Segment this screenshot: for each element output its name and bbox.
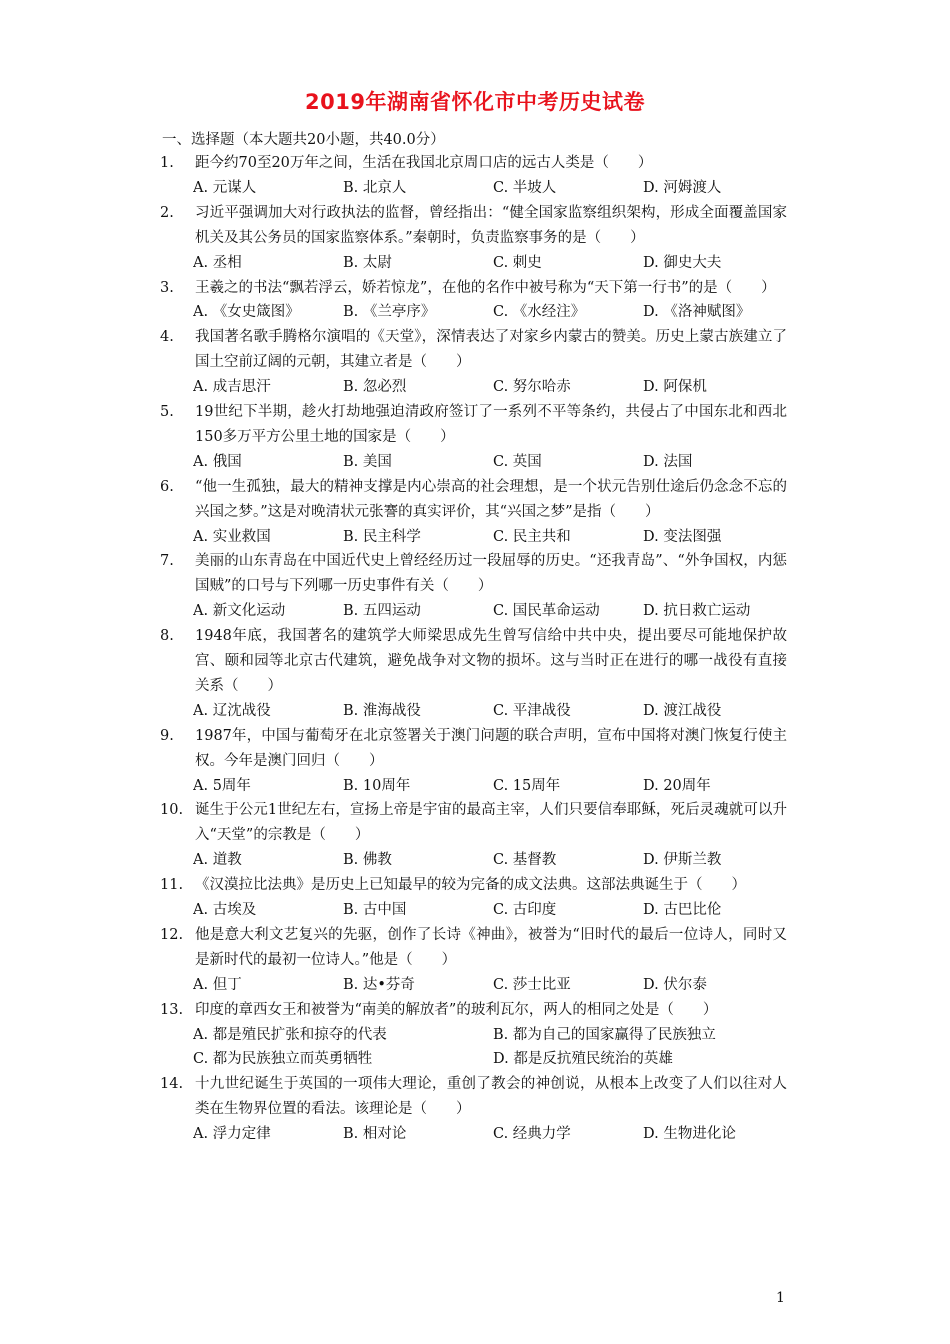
question-item [0,276,950,326]
answer-options [193,848,793,873]
answer-option-a: A. 《女史箴图》 [193,304,300,321]
question-number: 5. [160,404,174,420]
answer-option-c: C. 努尔哈赤 [493,379,571,396]
answer-option-c: C. 莎士比亚 [493,976,571,993]
answer-option-d: D. 河姆渡人 [643,179,722,196]
question-stem: 印度的章西女王和被誉为“南美的解放者”的玻利瓦尔，两人的相同之处是（ ） [195,1001,718,1018]
question-item [0,624,950,724]
question-item [0,724,950,799]
answer-option-c: C. 《水经注》 [493,304,586,321]
question-stem: 《汉漠拉比法典》是历史上已知最早的较为完备的成文法典。这部法典诞生于（ ） [195,877,746,894]
answer-option-c: C. 民主共和 [493,528,571,545]
question-stem: 1987年，中国与葡萄牙在北京签署关于澳门问题的联合声明，宣布中国将对澳门恢复行使主权。今年是澳门回归（ ） [195,727,787,769]
answer-option-d: D. 变法图强 [643,528,722,545]
question-number: 12. [160,926,184,943]
question-item [0,400,950,475]
question-stem: 距今约70至20万年之间，生活在我国北京周口店的远古人类是（ ） [195,155,653,171]
question-stem: 我国著名歌手腾格尔演唱的《天堂》，深情表达了对家乡内蒙古的赞美。历史上蒙古族建立了国土空前辽阔的元朝，其建立者是（ ） [195,329,787,371]
answer-option-b: B. 美国 [343,453,392,470]
question-stem: 习近平强调加大对行政执法的监督，曾经指出：“健全国家监察组织架构，形成全面覆盖国家机关及其公务员的国家监察体系。”秦朝时，负责监察事务的是（ ） [195,204,787,246]
question-item [0,325,950,400]
page-number: 1 [776,1290,785,1306]
question-stem: 19世纪下半期，趁火打劫地强迫清政府签订了一系列不平等条约，共侵占了中国东北和西北150多万平方公里土地的国家是（ ） [195,404,787,445]
answer-option-b: B. 太尉 [343,254,392,271]
question-number: 13. [160,1001,184,1018]
answer-option-b: B. 淮海战役 [343,702,421,719]
question-stem: 十九世纪诞生于英国的一项伟大理论，重创了教会的神创说，从根本上改变了人们以往对人类在生物界位置的看法。该理论是（ ） [195,1076,787,1118]
question-number: 4. [160,329,174,346]
answer-options [193,599,793,624]
answer-option-a: A. 新文化运动 [193,603,286,620]
answer-option-b: B. 忽必烈 [343,379,407,396]
answer-options [193,699,793,724]
answer-option-b: B. 北京人 [343,179,407,196]
answer-option-a: A. 丞相 [193,254,242,271]
answer-options [193,251,793,276]
question-number: 11. [160,877,184,894]
answer-option-a: A. 都是殖民扩张和掠夺的代表 [193,1026,387,1043]
answer-option-c: C. 经典力学 [493,1126,571,1143]
question-list [0,151,950,1147]
question-item [0,923,950,998]
answer-option-c: C. 半坡人 [493,179,557,196]
answer-options [193,898,793,923]
answer-option-a: A. 辽沈战役 [193,702,271,719]
answer-option-d: D. 抗日救亡运动 [643,603,751,620]
question-item [0,798,950,873]
answer-option-d: D. 生物进化论 [643,1126,736,1143]
answer-option-d: D. 渡江战役 [643,702,722,719]
question-number: 8. [160,628,174,645]
answer-option-b: B. 相对论 [343,1126,407,1143]
answer-option-a: A. 但丁 [193,976,242,993]
question-number: 2. [160,204,174,221]
question-stem: 美丽的山东青岛在中国近代史上曾经经历过一段屈辱的历史。“还我青岛”、“外争国权，内惩国贼”的口号与下列哪一历史事件有关（ ） [195,553,787,595]
page-title: 2019年湖南省怀化市中考历史试卷 [305,90,645,114]
answer-option-b: B. 五四运动 [343,603,421,620]
answer-option-b: B. 都为自己的国家赢得了民族独立 [493,1026,716,1043]
answer-option-a: A. 俄国 [193,453,242,470]
answer-option-d: D. 御史大夫 [643,254,722,271]
answer-option-c: C. 刺史 [493,254,542,271]
answer-options [193,774,793,799]
question-stem: “他一生孤独，最大的精神支撑是内心崇高的社会理想，是一个状元告别仕途后仍念念不忘的兴国之梦。”这是对晚清状元张謇的真实评价，其“兴国之梦”是指（ ） [195,478,787,520]
question-item [0,1072,950,1147]
answer-option-a: A. 古埃及 [193,902,257,919]
question-number: 10. [160,802,184,819]
question-stem: 他是意大利文艺复兴的先驱，创作了长诗《神曲》，被誉为“旧时代的最后一位诗人，同时又是新时代的最初一位诗人。”他是（ ） [195,926,787,968]
question-item [0,201,950,276]
answer-option-a: A. 道教 [193,852,242,869]
question-number: 9. [160,727,174,744]
question-item [0,998,950,1073]
answer-option-c: C. 国民革命运动 [493,603,600,620]
answer-option-a: A. 元谋人 [193,179,257,196]
question-stem: 1948年底，我国著名的建筑学大师梁思成先生曾写信给中共中央，提出要尽可能地保护故宫、颐和园等北京古代建筑，避免战争对文物的损坏。这与当时正在进行的哪一战役有直接关系（ ） [195,628,787,694]
question-number: 1. [160,155,174,171]
answer-option-a: A. 浮力定律 [193,1126,271,1143]
answer-options [193,1023,793,1073]
answer-option-c: C. 基督教 [493,852,557,869]
answer-option-d: D. 古巴比伦 [643,902,722,919]
question-stem: 王羲之的书法“飘若浮云，娇若惊龙”，在他的名作中被号称为“天下第一行书”的是（ ） [195,279,776,296]
question-number: 7. [160,553,174,570]
answer-option-a: A. 实业救国 [193,528,271,545]
answer-option-b: B. 《兰亭序》 [343,304,436,321]
question-number: 3. [160,279,174,296]
answer-option-b: B. 古中国 [343,902,407,919]
answer-options [193,450,793,475]
answer-options [193,525,793,550]
question-stem: 诞生于公元1世纪左右，宣扬上帝是宇宙的最高主宰，人们只要信奉耶稣，死后灵魂就可以升入“天堂”的宗教是（ ） [195,802,787,844]
question-item [0,151,950,201]
answer-option-b: B. 达•芬奇 [343,976,415,993]
answer-option-d: D. 法国 [643,453,693,470]
answer-option-c: C. 英国 [493,453,542,470]
answer-option-d: D. 阿保机 [643,379,707,396]
answer-option-a: A. 5周年 [193,777,251,794]
answer-option-c: C. 15周年 [493,777,561,794]
answer-options [193,1122,793,1147]
answer-options [193,375,793,400]
answer-option-a: A. 成吉思汗 [193,379,271,396]
question-number: 14. [160,1076,184,1093]
section-heading: 一、选择题（本大题共20小题，共40.0分） [162,132,445,148]
answer-option-c: C. 平津战役 [493,702,571,719]
question-item [0,873,950,923]
answer-option-d: D. 伊斯兰教 [643,852,722,869]
question-item [0,549,950,624]
answer-option-c: C. 都为民族独立而英勇牺牲 [193,1051,373,1068]
answer-options [193,300,793,325]
answer-option-d: D. 都是反抗殖民统治的英雄 [493,1051,673,1068]
answer-option-b: B. 10周年 [343,777,411,794]
answer-option-c: C. 古印度 [493,902,557,919]
answer-option-d: D. 20周年 [643,777,711,794]
answer-options [193,973,793,998]
answer-option-b: B. 佛教 [343,852,392,869]
answer-option-d: D. 伏尔泰 [643,976,707,993]
question-item [0,475,950,550]
answer-option-d: D. 《洛神赋图》 [643,304,751,321]
answer-options [193,176,793,201]
question-number: 6. [160,478,174,495]
answer-option-b: B. 民主科学 [343,528,421,545]
